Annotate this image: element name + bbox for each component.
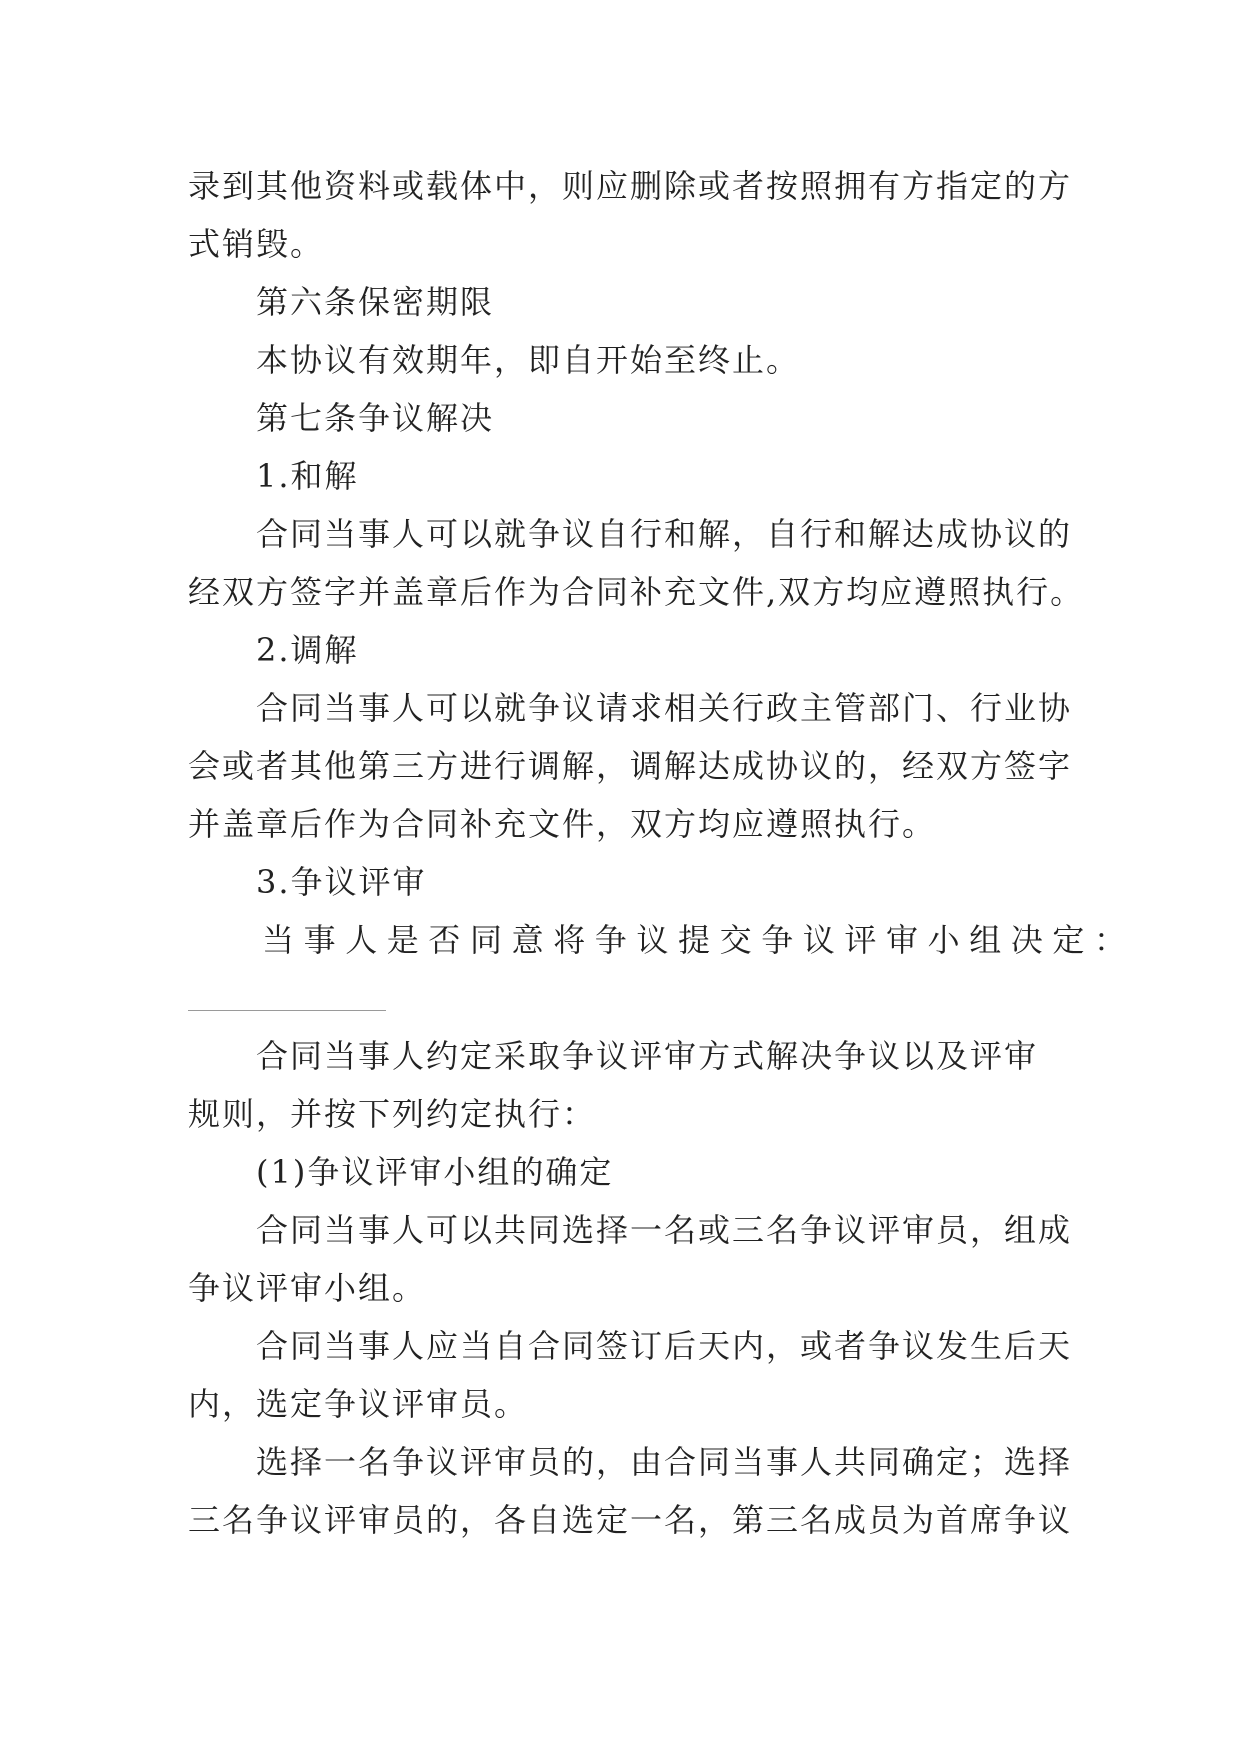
text-line: 选择一名争议评审员的，由合同当事人共同确定；选择 — [256, 1443, 1073, 1481]
subsection-heading: (1)争议评审小组的确定 — [256, 1153, 614, 1191]
text-line: 录到其他资料或载体中，则应删除或者按照拥有方指定的方 — [188, 167, 1073, 205]
text-line: 合同当事人约定采取争议评审方式解决争议以及评审 — [256, 1037, 1039, 1075]
subsection-heading: 1.和解 — [256, 457, 359, 495]
text-line: 内，选定争议评审员。 — [188, 1385, 529, 1423]
text-line: 合同当事人应当自合同签订后天内，或者争议发生后天 — [256, 1327, 1073, 1365]
text-line: 会或者其他第三方进行调解，调解达成协议的，经双方签字 — [188, 747, 1073, 785]
section-heading: 第六条保密期限 — [256, 283, 495, 321]
subsection-heading: 2.调解 — [256, 631, 359, 669]
text-line: 式销毁。 — [188, 225, 325, 263]
text-line: 合同当事人可以共同选择一名或三名争议评审员，组成 — [256, 1211, 1073, 1249]
text-line: 三名争议评审员的，各自选定一名，第三名成员为首席争议 — [188, 1501, 1073, 1539]
subsection-heading: 3.争议评审 — [256, 863, 427, 901]
text-line: 经双方签字并盖章后作为合同补充文件,双方均应遵照执行。 — [188, 573, 1085, 611]
section-heading: 第七条争议解决 — [256, 399, 495, 437]
blank-underline — [188, 1010, 386, 1011]
text-line: 合同当事人可以就争议自行和解，自行和解达成协议的 — [256, 515, 1073, 553]
text-line: 争议评审小组。 — [188, 1269, 427, 1307]
text-line: 并盖章后作为合同补充文件，双方均应遵照执行。 — [188, 805, 937, 843]
text-line: 合同当事人可以就争议请求相关行政主管部门、行业协 — [256, 689, 1073, 727]
text-line: 本协议有效期年，即自开始至终止。 — [256, 341, 801, 379]
text-line: 规则，并按下列约定执行： — [188, 1095, 597, 1133]
text-line: 当事人是否同意将争议提交争议评审小组决定： — [262, 921, 1136, 959]
